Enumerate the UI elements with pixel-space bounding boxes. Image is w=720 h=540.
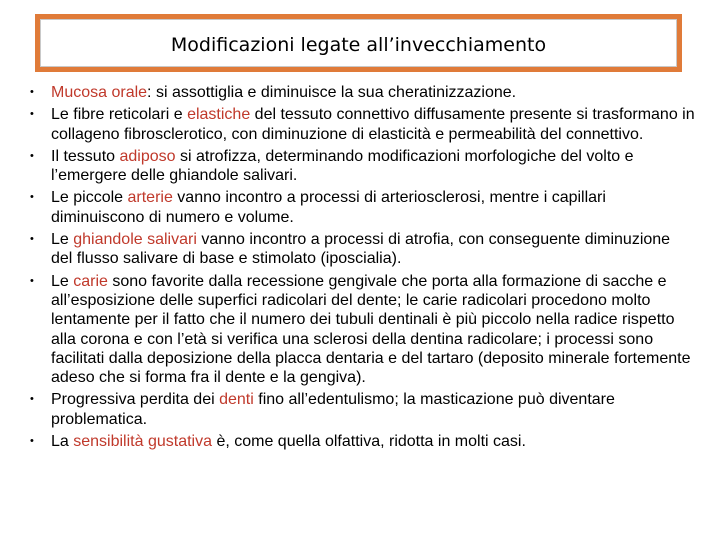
bullet-text: Le — [51, 272, 74, 290]
bullet-dot-icon: • — [30, 86, 34, 98]
bullet-dot-icon: • — [30, 393, 34, 406]
bullet-dot-icon: • — [30, 191, 34, 204]
bullet-item — [30, 188, 695, 227]
highlighted-term: Mucosa orale — [51, 84, 148, 101]
bullet-text: Il tessuto — [51, 147, 120, 165]
bullet-dot-icon: • — [30, 435, 34, 448]
bullet-list — [30, 83, 695, 454]
highlighted-term: denti — [219, 391, 254, 409]
highlighted-term: arterie — [127, 189, 173, 207]
bullet-text: è, come quella olfattiva, ridotta in molti casi. — [212, 433, 526, 451]
title-box — [35, 14, 682, 72]
bullet-item — [30, 390, 695, 429]
bullet-text: Le piccole — [51, 189, 128, 207]
highlighted-term: sensibilità gustativa — [73, 433, 212, 451]
bullet-dot-icon: • — [30, 233, 34, 246]
bullet-text: fino all’edentulismo; la masticazione può diventare problematica. — [51, 391, 615, 428]
bullet-text: Progressiva perdita dei — [51, 391, 220, 409]
highlighted-term: adiposo — [119, 147, 176, 165]
bullet-dot-icon: • — [30, 274, 34, 287]
bullet-text: vanno incontro a processi di atrofia, con conseguente diminuzione del flusso salivare di base e stimolato (iposcialia). — [51, 231, 671, 268]
bullet-item — [30, 230, 695, 269]
bullet-item — [30, 105, 695, 144]
bullet-text: sono favorite dalla recessione gengivale che porta alla formazione di sacche e all’esposizione delle superfici radicolari del dente; le carie radicolari procedono molto lentamente per il fatto che il numero dei tubuli dentinali è più piccolo nella radice rispetto alla corona e con l’età si verifica una sclerosi della dentina radicolare; i processi sono facilitati dalla deposizione della placca dentaria e del tartaro (deposito minerale fortemente adeso che si forma fra il dente e la gengiva). — [51, 272, 691, 387]
bullet-item — [30, 83, 695, 102]
bullet-text: si atrofizza, determinando modificazioni morfologiche del volto e l’emergere delle ghiandole salivari. — [51, 147, 634, 185]
highlighted-term: ghiandole salivari — [73, 231, 197, 249]
bullet-item — [30, 272, 695, 388]
bullet-text: del tessuto connettivo diffusamente presente si trasformano in collageno fibrosclerotico, con diminuzione di elasticità e permeabilità del connettivo. — [51, 106, 695, 143]
bullet-item — [30, 147, 695, 186]
bullet-text: : si assottiglia e diminuisce la sua cheratinizzazione. — [147, 84, 517, 101]
bullet-text: La — [51, 433, 74, 451]
bullet-dot-icon: • — [30, 108, 34, 121]
highlighted-term: carie — [73, 272, 108, 290]
bullet-item — [30, 432, 695, 451]
bullet-text: vanno incontro a processi di arteriosclerosi, mentre i capillari diminuiscono di numero e volume. — [51, 189, 606, 226]
bullet-text: Le — [51, 231, 74, 249]
highlighted-term: elastiche — [187, 106, 251, 124]
slide-title: Modificazioni legate all’invecchiamento — [170, 34, 547, 56]
bullet-dot-icon: • — [30, 149, 34, 162]
bullet-text: Le fibre reticolari e — [51, 106, 188, 124]
